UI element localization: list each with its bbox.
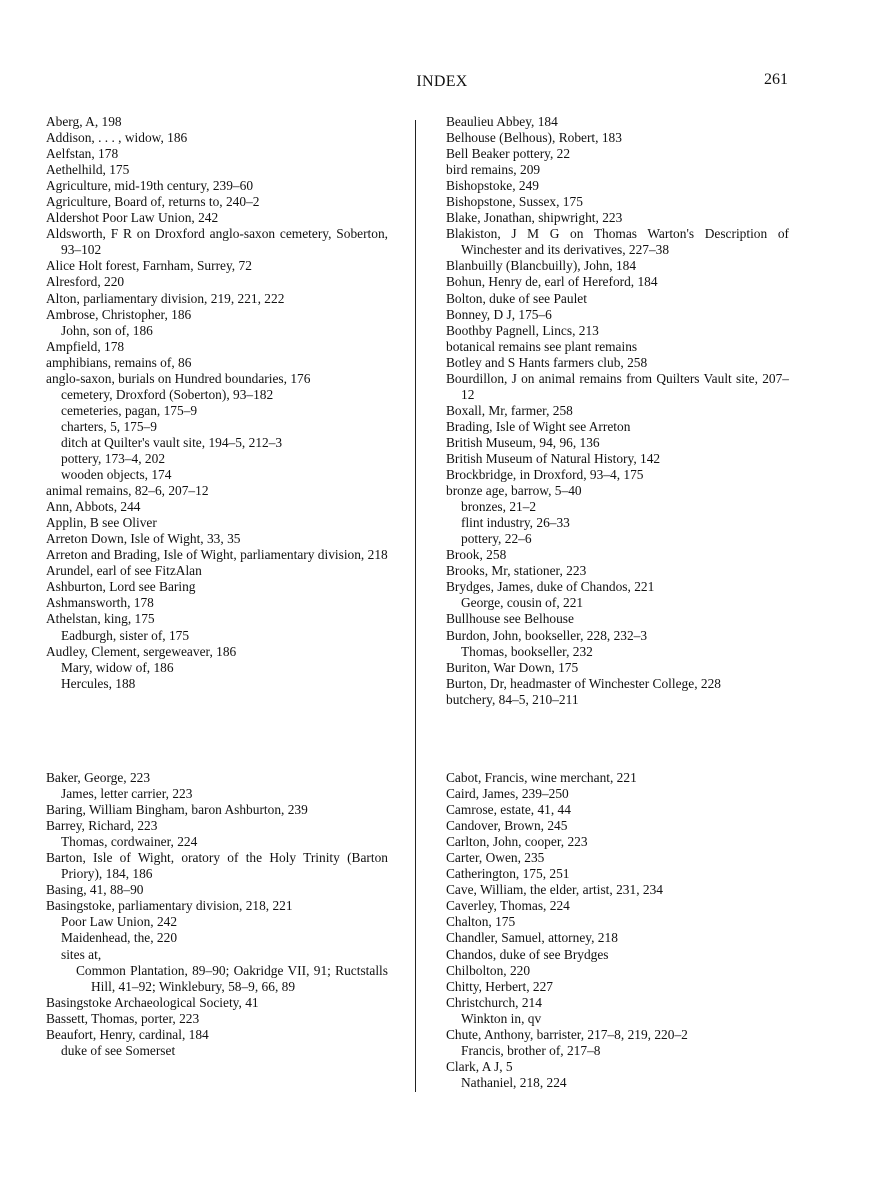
index-entry: Alice Holt forest, Farnham, Surrey, 72 <box>46 258 252 274</box>
index-entry: Barrey, Richard, 223 <box>46 818 158 834</box>
index-entry: James, letter carrier, 223 <box>61 786 193 802</box>
index-entry: Baring, William Bingham, baron Ashburton, 239 <box>46 802 308 818</box>
index-entry: Blakiston, J M G on Thomas Warton's Description of Winchester and its derivatives, 227–38 <box>446 226 789 258</box>
index-entry: Beaulieu Abbey, 184 <box>446 114 558 129</box>
index-entry: Winkton in, qv <box>461 1010 542 1026</box>
index-entry: Nathaniel, 218, 224 <box>461 1074 567 1090</box>
index-entry: Beaufort, Henry, cardinal, 184 <box>46 1026 209 1042</box>
index-entry: Camrose, estate, 41, 44 <box>446 802 571 818</box>
index-entry: Athelstan, king, 175 <box>46 611 155 627</box>
index-entry: Blake, Jonathan, shipwright, 223 <box>446 210 623 226</box>
index-entry: Thomas, cordwainer, 224 <box>61 834 198 850</box>
index-entry: Aberg, A, 198 <box>46 114 122 129</box>
index-entry: Christchurch, 214 <box>446 994 542 1010</box>
index-entry: Bohun, Henry de, earl of Hereford, 184 <box>446 274 658 290</box>
index-entry: Brydges, James, duke of Chandos, 221 <box>446 579 655 595</box>
index-entry: Boxall, Mr, farmer, 258 <box>446 402 573 418</box>
page-number: 261 <box>764 71 788 88</box>
index-entry: Bishopstone, Sussex, 175 <box>446 194 583 210</box>
index-entry: charters, 5, 175–9 <box>61 418 157 434</box>
index-entry: butchery, 84–5, 210–211 <box>446 691 579 707</box>
index-entry: Arreton Down, Isle of Wight, 33, 35 <box>46 531 241 547</box>
index-entry: Agriculture, mid-19th century, 239–60 <box>46 178 254 194</box>
index-entry: Caverley, Thomas, 224 <box>446 898 570 914</box>
index-entry: pottery, 173–4, 202 <box>61 450 166 466</box>
index-entry: Ashmansworth, 178 <box>46 595 154 611</box>
index-entry: Agriculture, Board of, returns to, 240–2 <box>46 194 260 210</box>
index-entry: duke of see Somerset <box>61 1042 176 1058</box>
index-entry: botanical remains see plant remains <box>446 338 638 354</box>
index-entry: Bishopstoke, 249 <box>446 178 539 194</box>
index-entry: Cabot, Francis, wine merchant, 221 <box>446 770 637 785</box>
index-entry: Carlton, John, cooper, 223 <box>446 834 588 850</box>
index-entry: George, cousin of, 221 <box>461 595 584 611</box>
index-entry: Ampfield, 178 <box>46 338 125 354</box>
index-entry: Poor Law Union, 242 <box>61 914 178 930</box>
index-entry: Catherington, 175, 251 <box>446 866 570 882</box>
index-entry: Mary, widow of, 186 <box>61 659 174 675</box>
index-entry: bird remains, 209 <box>446 162 541 178</box>
index-entry: Francis, brother of, 217–8 <box>461 1042 601 1058</box>
index-entry: Basingstoke, parliamentary division, 218, 221 <box>46 898 293 914</box>
index-entry: John, son of, 186 <box>61 322 153 338</box>
index-entry: Thomas, bookseller, 232 <box>461 643 593 659</box>
index-entry: Maidenhead, the, 220 <box>61 930 178 946</box>
index-entry: Chandos, duke of see Brydges <box>446 946 609 962</box>
index-entry: ditch at Quilter's vault site, 194–5, 212–3 <box>61 434 283 450</box>
index-entry: Arreton and Brading, Isle of Wight, parliamentary division, 218 <box>46 547 388 563</box>
index-entry: Cave, William, the elder, artist, 231, 234 <box>446 882 663 898</box>
index-entry: Bourdillon, J on animal remains from Quilters Vault site, 207–12 <box>446 370 789 402</box>
index-entry: wooden objects, 174 <box>61 467 172 483</box>
index-entry: Arundel, earl of see FitzAlan <box>46 563 202 579</box>
index-entry: British Museum, 94, 96, 136 <box>446 434 600 450</box>
index-entry: Chute, Anthony, barrister, 217–8, 219, 220–2 <box>446 1026 688 1042</box>
index-entry: Burdon, John, bookseller, 228, 232–3 <box>446 627 648 643</box>
index-entry: Clark, A J, 5 <box>446 1058 513 1074</box>
index-entry: Common Plantation, 89–90; Oakridge VII, 91; Ructstalls Hill, 41–92; Winklebury, 58–9, 66, 89 <box>76 962 388 994</box>
index-column-left-top <box>46 114 388 692</box>
index-entry: Alresford, 220 <box>46 274 125 290</box>
index-entry: Bell Beaker pottery, 22 <box>446 146 571 162</box>
index-entry: Applin, B see Oliver <box>46 515 157 531</box>
index-entry: Baker, George, 223 <box>46 770 151 785</box>
index-entry: Brockbridge, in Droxford, 93–4, 175 <box>446 467 644 483</box>
index-entry: Aldershot Poor Law Union, 242 <box>46 210 219 226</box>
index-entry: Aelfstan, 178 <box>46 146 119 162</box>
index-entry: animal remains, 82–6, 207–12 <box>46 483 209 499</box>
index-entry: sites at, <box>61 946 102 962</box>
index-entry: bronzes, 21–2 <box>461 499 537 515</box>
index-entry: Chilbolton, 220 <box>446 962 531 978</box>
index-entry: pottery, 22–6 <box>461 531 532 547</box>
index-entry: Blanbuilly (Blancbuilly), John, 184 <box>446 258 637 274</box>
index-column-right-top <box>446 114 789 708</box>
index-entry: Eadburgh, sister of, 175 <box>61 627 190 643</box>
index-entry: flint industry, 26–33 <box>461 515 570 531</box>
index-entry: Alton, parliamentary division, 219, 221, 222 <box>46 290 285 306</box>
page-title: INDEX <box>416 73 468 90</box>
index-entry: Carter, Owen, 235 <box>446 850 545 866</box>
index-column-left-bottom <box>46 770 388 1059</box>
index-entry: Aldsworth, F R on Droxford anglo-saxon cemetery, Soberton, 93–102 <box>46 226 388 258</box>
index-entry: Aethelhild, 175 <box>46 162 130 178</box>
index-entry: cemeteries, pagan, 175–9 <box>61 402 198 418</box>
index-entry: Bonney, D J, 175–6 <box>446 306 552 322</box>
index-entry: Chandler, Samuel, attorney, 218 <box>446 930 618 946</box>
index-entry: Bassett, Thomas, porter, 223 <box>46 1010 200 1026</box>
index-entry: Brook, 258 <box>446 547 507 563</box>
column-divider <box>415 120 416 1092</box>
index-entry: Hercules, 188 <box>61 675 136 691</box>
index-entry: Chalton, 175 <box>446 914 516 930</box>
index-entry: Bolton, duke of see Paulet <box>446 290 587 306</box>
index-entry: anglo-saxon, burials on Hundred boundaries, 176 <box>46 370 311 386</box>
index-entry: Boothby Pagnell, Lincs, 213 <box>446 322 599 338</box>
index-entry: Ann, Abbots, 244 <box>46 499 141 515</box>
index-entry: Belhouse (Belhous), Robert, 183 <box>446 130 622 146</box>
index-entry: Botley and S Hants farmers club, 258 <box>446 354 648 370</box>
index-entry: Caird, James, 239–250 <box>446 786 569 802</box>
index-entry: cemetery, Droxford (Soberton), 93–182 <box>61 386 274 402</box>
index-column-right-bottom <box>446 770 789 1091</box>
index-entry: Basingstoke Archaeological Society, 41 <box>46 994 259 1010</box>
index-entry: Brooks, Mr, stationer, 223 <box>446 563 587 579</box>
index-entry: Burton, Dr, headmaster of Winchester College, 228 <box>446 675 721 691</box>
index-entry: Candover, Brown, 245 <box>446 818 568 834</box>
index-entry: Barton, Isle of Wight, oratory of the Holy Trinity (Barton Priory), 184, 186 <box>46 850 388 882</box>
index-entry: Ashburton, Lord see Baring <box>46 579 196 595</box>
index-entry: Basing, 41, 88–90 <box>46 882 144 898</box>
index-entry: British Museum of Natural History, 142 <box>446 450 661 466</box>
index-entry: Buriton, War Down, 175 <box>446 659 579 675</box>
index-entry: amphibians, remains of, 86 <box>46 354 192 370</box>
index-entry: Addison, . . . , widow, 186 <box>46 130 188 146</box>
index-entry: Audley, Clement, sergeweaver, 186 <box>46 643 237 659</box>
index-entry: bronze age, barrow, 5–40 <box>446 483 582 499</box>
index-entry: Chitty, Herbert, 227 <box>446 978 553 994</box>
index-entry: Ambrose, Christopher, 186 <box>46 306 192 322</box>
index-entry: Brading, Isle of Wight see Arreton <box>446 418 631 434</box>
index-entry: Bullhouse see Belhouse <box>446 611 574 627</box>
